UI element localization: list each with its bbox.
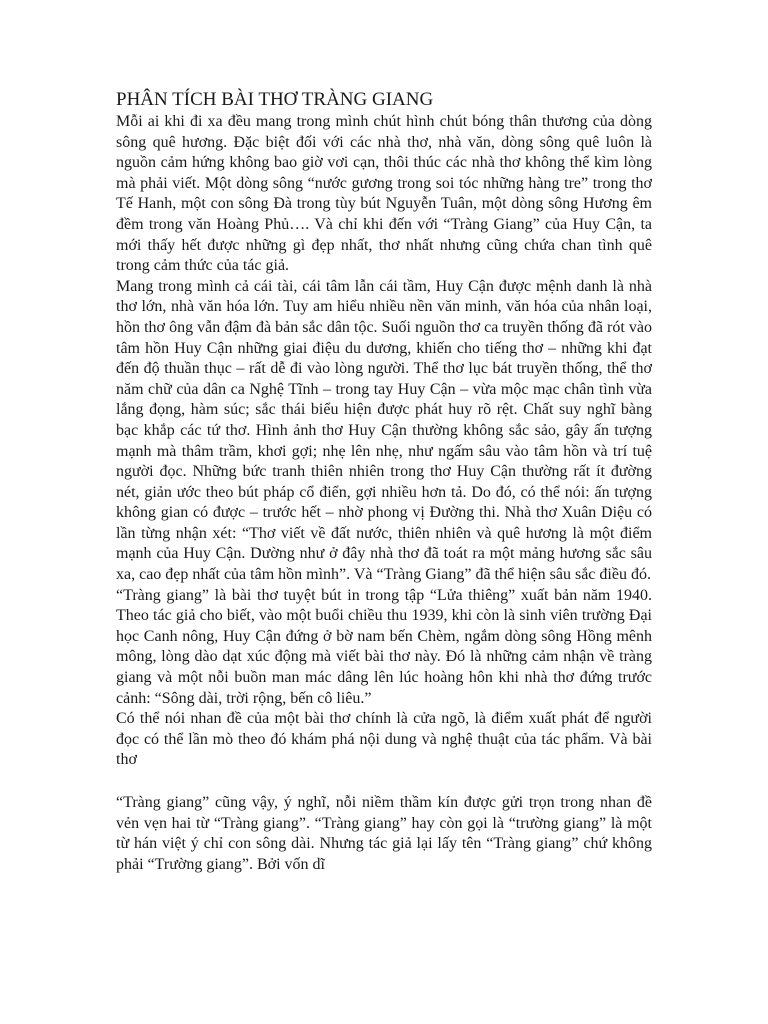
paragraph-origin: “Tràng giang” là bài thơ tuyệt bút in trong tập “Lửa thiêng” xuất bản năm 1940. Theo tác giả cho biết, vào một buổi chiều thu 1939, khi còn là sinh viên trường Đại học Canh nông, Huy Cận đứng ở bờ nam bến Chèm, ngắm dòng sông Hồng mênh mông, lòng dào dạt xúc động mà viết bài thơ này. Đó là những cảm nhận về tràng giang và một nỗi buồn man mác dâng lên lúc hoàng hôn khi nhà thơ đứng trước cảnh: “Sông dài, trời rộng, bến cô liêu.” — [116, 586, 652, 707]
document-page — [116, 88, 652, 875]
paragraph-author: Mang trong mình cả cái tài, cái tâm lẫn cái tầm, Huy Cận được mệnh danh là nhà thơ lớn, nhà văn hóa lớn. Tuy am hiểu nhiều nền văn minh, văn hóa của nhân loại, hồn thơ ông vẫn đậm đà bản sắc dân tộc. Suối nguồn thơ ca truyền thống đã rót vào tâm hồn Huy Cận những giai điệu du dương, khiến cho tiếng thơ – những khi đạt đến độ thuần thục – rất dễ đi vào lòng người. Thể thơ lục bát truyền thống, thể thơ năm chữ của dân ca Nghệ Tĩnh – trong tay Huy Cận – vừa mộc mạc chân tình vừa lắng đọng, hàm súc; sắc thái biểu hiện được phát huy rõ rệt. Chất suy nghĩ bàng bạc khắp các tứ thơ. Hình ảnh thơ Huy Cận thường không sắc sảo, gây ấn tượng mạnh mà thâm trầm, khơi gợi; nhẹ lên nhẹ, như ngấm sâu vào tâm hồn và trí tuệ người đọc. Những bức tranh thiên nhiên trong thơ Huy Cận thường rất ít đường nét, giản ước theo bút pháp cổ điển, gợi nhiều hơn tả. Do đó, có thể nói: ấn tượng không gian có được – trước hết – nhờ phong vị Đường thi. Nhà thơ Xuân Diệu có lần từng nhận xét: “Thơ viết về đất nước, thiên nhiên và quê hương là một điểm mạnh của Huy Cận. Dường như ở đây nhà thơ đã toát ra một mảng hương sắc sâu xa, cao đẹp nhất của tâm hồn mình”. Và “Tràng Giang” đã thể hiện sâu sắc điều đó. — [116, 277, 652, 584]
document-title: PHÂN TÍCH BÀI THƠ TRÀNG GIANG — [116, 89, 434, 110]
paragraph-trang-giang: “Tràng giang” cũng vậy, ý nghĩ, nỗi niềm thầm kín được gửi trọn trong nhan đề vẻn vẹn hai từ “Tràng giang”. “Tràng giang” hay còn gọi là “trường giang” là một từ hán việt ý chỉ con sông dài. Nhưng tác giả lại lấy tên “Tràng giang” chứ không phải “Trường giang”. Bởi vốn dĩ — [116, 794, 652, 873]
paragraph-title-meaning: Có thể nói nhan đề của một bài thơ chính là cửa ngõ, là điểm xuất phát để người đọc có thể lần mò theo đó khám phá nội dung và nghệ thuật của tác phẩm. Và bài thơ — [116, 710, 652, 769]
paragraph-gap — [116, 771, 652, 793]
paragraph-intro: Mỗi ai khi đi xa đều mang trong mình chút hình chút bóng thân thương của dòng sông quê hương. Đặc biệt đối với các nhà thơ, nhà văn, dòng sông quê luôn là nguồn cảm hứng không bao giờ vơi cạn, thôi thúc các nhà thơ không thể kìm lòng mà phải viết. Một dòng sông “nước gương trong soi tóc những hàng tre” trong thơ Tế Hanh, một con sông Đà trong tùy bút Nguyễn Tuân, một dòng sông Hương êm đềm trong văn Hoàng Phủ…. Và chỉ khi đến với “Tràng Giang” của Huy Cận, ta mới thấy hết được những gì đẹp nhất, thơ nhất nhưng cũng chứa chan tình quê trong cảm thức của tác giả. — [116, 113, 652, 275]
